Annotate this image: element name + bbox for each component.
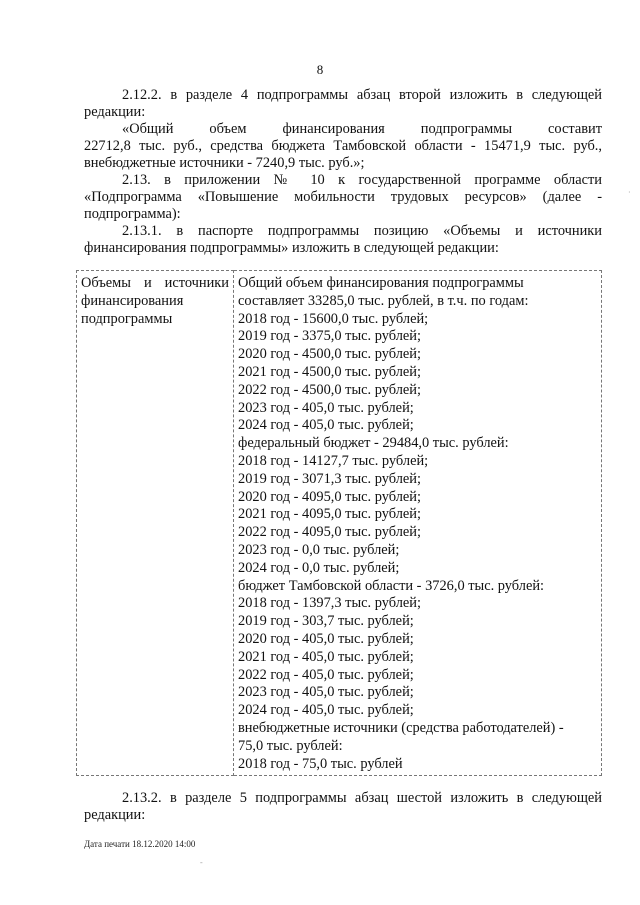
cell-line: 2022 год - 4095,0 тыс. рублей;	[238, 524, 421, 541]
paragraph-line: «Подпрограмма «Повышение мобильности трудовых ресурсов» (далее -	[84, 189, 602, 205]
table-cell-values	[234, 271, 602, 776]
financing-table	[76, 270, 602, 776]
cell-line: составляет 33285,0 тыс. рублей, в т.ч. по годам:	[238, 292, 529, 309]
cell-line: 2018 год - 14127,7 тыс. рублей;	[238, 452, 429, 469]
cell-line: 2022 год - 405,0 тыс. рублей;	[238, 666, 414, 683]
cell-line: 2019 год - 3071,3 тыс. рублей;	[238, 470, 421, 487]
scan-mark: ·	[628, 188, 631, 197]
page-number: 8	[316, 62, 324, 77]
paragraph-line: 2.12.2. в разделе 4 подпрограммы абзац второй изложить в следующей	[122, 87, 602, 103]
paragraph-line: 22712,8 тыс. руб., средства бюджета Тамбовской области - 15471,9 тыс. руб.,	[84, 138, 602, 154]
paragraph-line: внебюджетные источники - 7240,9 тыс. руб.»;	[84, 155, 365, 171]
paragraph-line: редакции:	[84, 807, 146, 823]
cell-line: 2023 год - 405,0 тыс. рублей;	[238, 399, 414, 416]
cell-line: 2021 год - 405,0 тыс. рублей;	[238, 648, 414, 665]
cell-line: 2024 год - 405,0 тыс. рублей;	[238, 702, 414, 719]
cell-line: 2020 год - 4500,0 тыс. рублей;	[238, 346, 421, 363]
paragraph-line: редакции:	[84, 104, 146, 120]
table-cell-label	[77, 271, 234, 776]
paragraph-2-13-2	[84, 790, 602, 824]
cell-line: 2020 год - 4095,0 тыс. рублей;	[238, 488, 421, 505]
cell-line: 2021 год - 4095,0 тыс. рублей;	[238, 506, 421, 523]
cell-line: финансирования	[81, 292, 184, 309]
paragraph-2-12-2	[84, 87, 602, 172]
cell-line: внебюджетные источники (средства работодателей) -	[238, 719, 564, 736]
cell-line: 2019 год - 3375,0 тыс. рублей;	[238, 328, 421, 345]
cell-line: федеральный бюджет - 29484,0 тыс. рублей:	[238, 435, 509, 452]
paragraph-line: «Общий объем финансирования подпрограммы составит	[122, 121, 602, 137]
cell-line: 2024 год - 405,0 тыс. рублей;	[238, 417, 414, 434]
cell-line: 75,0 тыс. рублей:	[238, 737, 343, 754]
paragraph-2-13	[84, 172, 602, 223]
paragraph-line: подпрограмма):	[84, 206, 181, 222]
cell-line: 2022 год - 4500,0 тыс. рублей;	[238, 381, 421, 398]
cell-line: 2020 год - 405,0 тыс. рублей;	[238, 630, 414, 647]
cell-line: 2023 год - 405,0 тыс. рублей;	[238, 684, 414, 701]
table-row	[77, 271, 602, 776]
cell-line: 2024 год - 0,0 тыс. рублей;	[238, 559, 400, 576]
cell-line: 2018 год - 15600,0 тыс. рублей;	[238, 310, 429, 327]
cell-line: бюджет Тамбовской области - 3726,0 тыс. рублей:	[238, 577, 545, 594]
scan-mark: -	[200, 858, 203, 867]
cell-line: 2018 год - 75,0 тыс. рублей	[238, 755, 403, 772]
paragraph-2-13-1	[84, 223, 602, 257]
cell-line: 2019 год - 303,7 тыс. рублей;	[238, 613, 414, 630]
cell-line: 2023 год - 0,0 тыс. рублей;	[238, 541, 400, 558]
cell-line: подпрограммы	[81, 310, 173, 327]
cell-line: 2021 год - 4500,0 тыс. рублей;	[238, 363, 421, 380]
paragraph-line: финансирования подпрограммы» изложить в следующей редакции:	[84, 240, 499, 256]
paragraph-line: 2.13. в приложении № 10 к государственной программе области	[122, 172, 602, 188]
paragraph-line: 2.13.2. в разделе 5 подпрограммы абзац шестой изложить в следующей	[122, 790, 602, 806]
cell-line: Объемы и источники	[81, 275, 229, 291]
cell-line: Общий объем финансирования подпрограммы	[238, 275, 524, 291]
cell-line: 2018 год - 1397,3 тыс. рублей;	[238, 595, 421, 612]
paragraph-line: 2.13.1. в паспорте подпрограммы позицию «Объемы и источники	[122, 223, 602, 239]
print-date-footer: Дата печати 18.12.2020 14:00	[84, 839, 196, 849]
